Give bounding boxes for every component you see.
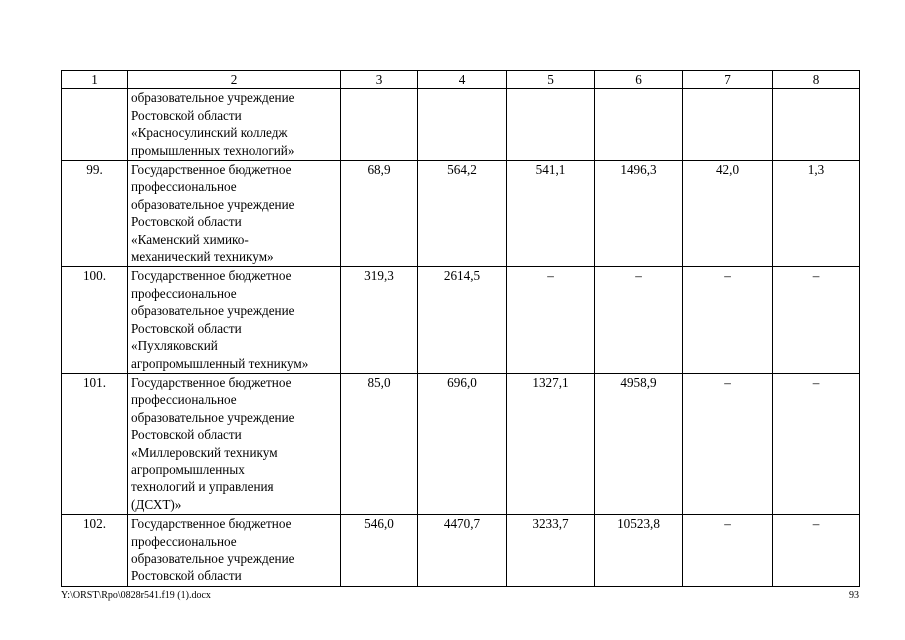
footer-file-path: Y:\ORST\Rpo\0828r541.f19 (1).docx (61, 590, 211, 601)
institution-name: образовательное учреждение Ростовской области «Красносулинский колледж промышленных технологий» (128, 89, 341, 161)
institution-name: Государственное бюджетное профессиональное образовательное учреждение Ростовской области «Пухляковский агропромышленный техникум» (128, 267, 341, 373)
row-number: 100. (62, 267, 128, 373)
value-cell-col-3 (341, 89, 418, 161)
value-cell-col-3: 546,0 (341, 515, 418, 587)
value-cell-col-6: 4958,9 (595, 373, 683, 514)
institution-name: Государственное бюджетное профессиональное образовательное учреждение Ростовской области (128, 515, 341, 587)
value-cell-col-6: 10523,8 (595, 515, 683, 587)
value-cell-col-7: – (683, 267, 773, 373)
table-row (62, 373, 860, 514)
table-row (62, 267, 860, 373)
row-number: 102. (62, 515, 128, 587)
value-cell-col-7: – (683, 515, 773, 587)
table-row (62, 161, 860, 267)
value-cell-col-6 (595, 89, 683, 161)
column-header: 8 (773, 71, 860, 89)
table-row (62, 89, 860, 161)
budget-table (61, 70, 860, 587)
value-cell-col-4: 2614,5 (418, 267, 507, 373)
value-cell-col-5: 1327,1 (507, 373, 595, 514)
column-header: 5 (507, 71, 595, 89)
value-cell-col-6: – (595, 267, 683, 373)
value-cell-col-4: 696,0 (418, 373, 507, 514)
value-cell-col-5: 541,1 (507, 161, 595, 267)
value-cell-col-8: 1,3 (773, 161, 860, 267)
column-header: 4 (418, 71, 507, 89)
value-cell-col-8 (773, 89, 860, 161)
value-cell-col-4: 4470,7 (418, 515, 507, 587)
row-number: 99. (62, 161, 128, 267)
row-number: 101. (62, 373, 128, 514)
value-cell-col-3: 85,0 (341, 373, 418, 514)
value-cell-col-7: 42,0 (683, 161, 773, 267)
value-cell-col-7: – (683, 373, 773, 514)
value-cell-col-8: – (773, 515, 860, 587)
column-header: 1 (62, 71, 128, 89)
value-cell-col-5: 3233,7 (507, 515, 595, 587)
column-header: 7 (683, 71, 773, 89)
column-header: 3 (341, 71, 418, 89)
header-row (62, 71, 860, 89)
value-cell-col-8: – (773, 373, 860, 514)
column-header: 6 (595, 71, 683, 89)
column-header: 2 (128, 71, 341, 89)
institution-name: Государственное бюджетное профессиональное образовательное учреждение Ростовской области «Миллеровский техникум агропромышленных технологий и управления (ДСХТ)» (128, 373, 341, 514)
value-cell-col-5: – (507, 267, 595, 373)
value-cell-col-5 (507, 89, 595, 161)
value-cell-col-8: – (773, 267, 860, 373)
footer-page-number: 93 (849, 590, 859, 601)
value-cell-col-4: 564,2 (418, 161, 507, 267)
value-cell-col-3: 68,9 (341, 161, 418, 267)
institution-name: Государственное бюджетное профессиональное образовательное учреждение Ростовской области «Каменский химико- механический техникум» (128, 161, 341, 267)
value-cell-col-4 (418, 89, 507, 161)
table-row (62, 515, 860, 587)
row-number (62, 89, 128, 161)
value-cell-col-7 (683, 89, 773, 161)
value-cell-col-6: 1496,3 (595, 161, 683, 267)
value-cell-col-3: 319,3 (341, 267, 418, 373)
